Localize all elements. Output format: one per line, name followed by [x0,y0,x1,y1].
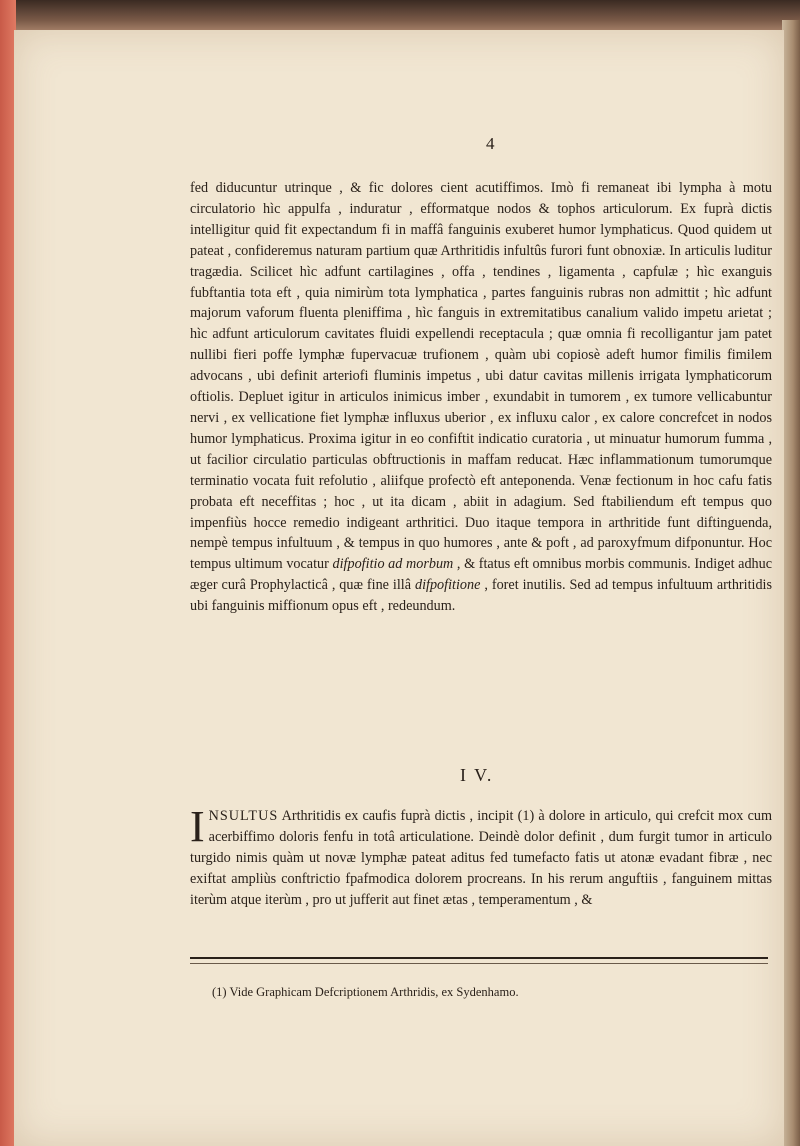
footnote-rule [190,957,768,959]
footnote-rule-thin [190,963,768,964]
footnote: (1) Vide Graphicam Defcriptionem Arthridis, ex Sydenhamo. [212,985,519,999]
section-heading: I V. [460,765,494,785]
italic-term-2: difpofitione [414,577,481,594]
book-right-edge [782,20,800,1146]
page-number: 4 [486,134,495,153]
paragraph-1-text: fed diducuntur utrinque , & fic dolores cient acutiffimos. Imò fi remaneat ibi lympha à motu circulatorio hìc appulfa , induratur , efformatque nodos & tophos articulorum. Ex fuprà dictis intelligitur quid fit expectandum fi in maffâ fanguinis exuberet humor lymphaticus. Quod quidem ut pateat , confideremus naturam partium quæ Arthritidis infultûs furori funt obnoxiæ. In articulis luditur tragædia. Scilicet hìc adfunt cartilagines , offa , tendines , ligamenta , capfulæ ; hìc exanguis fubftantia tota eft , quia nimirùm tota lymphatica , partes fanguinis rubras non admittit ; hìc adfunt majorum vaforum fluenta pleniffima , hìc fanguis in extremitatibus canalium valido impetu arietat ; hìc adfunt articulorum cavitates fluidi expellendi receptacula ; quæ omnia fi recolligantur jam patet nullibi fieri poffe lymphæ fupervacuæ trufionem , quàm ubi copiosè adeft humor fimilis fimilem advocans , ubi definit arteriofi fluminis impetus , ubi datur cavitas millenis irrigata lymphaticorum oftiolis. Depluet igitur in articulos inimicus imber , exundabit in tumorem , ex tumore vellicabuntur nervi , ex vellicatione fiet lymphæ influxus uberior , ex influxu calor , ex calore concrefcet in nodos humor lymphaticus. Proxima igitur in eo confiftit indicatio curatoria , ut minuatur humorum fumma , ut facilior circulatio particulas obftructionis in maffam reducat. Hæc inflammationum tumorumque terminatio vocata fuit refolutio , aliifque profectò eft anteponenda. Venæ fectionum in hoc cafu fatis probata eft neceffitas ; hoc , ut ita dicam , abiit in adagium. Sed ftabiliendum eft tempus quo impenfiùs hocce remedio indigeant arthritici. Duo itaque tempora in arthritide funt diftinguenda, nempè tempus infultuum , & tempus in quo humores , ante & poft , ad paroxyfmum difponuntur. Hoc tempus ultimum vocatur [190,180,772,573]
paragraph-1-text-c: , foret inutilis. Sed ad tempus infultuum arthritidis ubi fanguinis miffionum opus eft , redeundum. [190,577,773,615]
paragraph-2-text: Arthritidis ex caufis fuprà dictis , incipit (1) à dolore in articulo, qui crefcit mox cum acerbiffimo doloris fenfu in totâ articulatione. Deindè dolor definit , dum furgit tumor in articulo turgido nimis quàm ut novæ lymphæ pateat aditus fed tumefacto fatis ut atonæ evadant fibræ , nec exiftat ampliùs conftrictio fpafmodica dolorem procreans. In his rerum anguftiis , fanguinem mittas iterùm atque iterùm , pro ut jufferit aut finet ætas , temperamentum , & [190,808,772,908]
small-caps-word: NSULTUS [208,808,279,824]
body-paragraph-2 [190,802,772,911]
body-paragraph-1 [190,178,772,617]
page-paper [14,30,784,1146]
italic-term-1: difpofitio ad morbum [332,556,454,573]
paragraph-1-text-b: , & ftatus eft omnibus morbis communis. Indiget adhuc æger curâ Prophylacticâ , quæ fine illâ [190,556,773,594]
drop-cap: I [190,802,205,851]
book-top-edge [0,0,800,34]
